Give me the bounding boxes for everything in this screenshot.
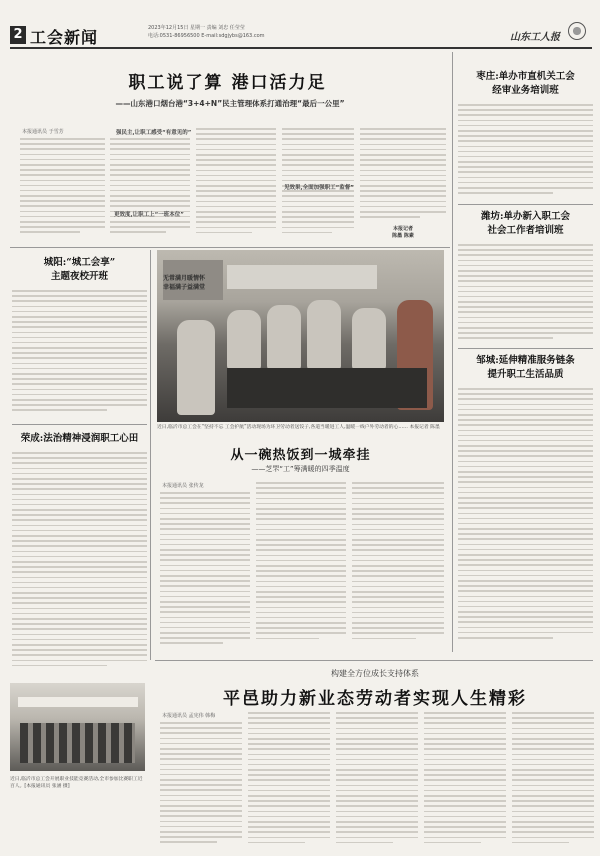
- section-name: 工会新闻: [30, 28, 99, 47]
- lead-subhead-2: 更效度,让职工上“一班本位”: [114, 212, 184, 218]
- column-divider: [150, 250, 151, 660]
- lead-title: 职工说了算 港口活力足: [128, 73, 327, 93]
- title-line: 潍坊:单办新入职工会: [480, 211, 570, 222]
- right-story-2-title: [458, 210, 593, 238]
- center-story-byline: 本报通讯员 张传龙: [162, 483, 204, 489]
- divider: [458, 348, 593, 349]
- left-story-2-body: [12, 452, 147, 674]
- title-line: 荣成:法治精神浸润职工心田: [20, 433, 139, 444]
- title-line: 提升职工生活品质: [487, 369, 564, 380]
- bottom-col-1: [160, 722, 242, 850]
- lead-subtitle: ——山东港口烟台港“3+4+N”民主管理体系打通治理“最后一公里”: [115, 99, 345, 108]
- bottom-col-3: [336, 712, 418, 850]
- right-story-2-body: [458, 244, 593, 344]
- photo-figure: [177, 320, 215, 415]
- lead-col-3: [196, 128, 276, 243]
- center-story-title: 从一碗热饭到一城牵挂: [230, 448, 371, 463]
- lead-credit-line2: 陈墨 陈素: [392, 233, 414, 239]
- photo-ceiling: [18, 697, 138, 707]
- bottom-story-title: 平邑助力新业态劳动者实现人生精彩: [223, 689, 527, 709]
- bottom-col-5: [512, 712, 594, 850]
- logo-seal-icon: [568, 22, 586, 40]
- caption-credit: 本报记者 陈墨: [409, 425, 440, 430]
- page-number: 2: [10, 26, 26, 44]
- photo-figure: [307, 300, 341, 370]
- lead-byline: 本报通讯员 于雪芳: [22, 129, 64, 135]
- center-story-subtitle: ——芝罘“工”筹满暖的四季温度: [251, 465, 350, 473]
- lead-col-1: [20, 138, 105, 243]
- center-col-1: [160, 492, 250, 652]
- photo-figure: [267, 305, 301, 370]
- divider: [155, 660, 593, 661]
- bottom-col-4: [424, 712, 506, 850]
- lead-credit: [360, 226, 446, 240]
- bottom-col-2: [248, 712, 330, 850]
- left-story-1-body: [12, 290, 147, 418]
- title-line: 社会工作者培训班: [487, 225, 564, 236]
- photo-crowd: [20, 723, 135, 763]
- left-story-1-title: [12, 256, 147, 284]
- photo-small-caption: 近日,临沂市总工会开展职业技能竞赛活动,全市参加比赛职工近百人。[本报通讯员 张涵 摄]: [10, 777, 143, 789]
- title-line: 经审业务培训班: [492, 85, 559, 96]
- caption-text: 近日,临沂市总工会在“坚持不忘 工会护航”活动现场为环卫劳动者送饺子,各道当暖进工人,温暖一线户外劳动者的心……: [157, 425, 408, 430]
- photo-figure: [352, 308, 386, 370]
- header-meta-line1: 2023年12月15日 星期一 责编 刘忠 任莹莹: [148, 25, 245, 31]
- title-line: 主题夜校开班: [50, 271, 108, 282]
- photo-big-caption: [157, 424, 444, 439]
- divider: [10, 247, 450, 248]
- right-story-1-title: [458, 70, 593, 98]
- header-meta-line2: 电话:0531-86956500 E-mail:sdgjybs@163.com: [148, 33, 265, 39]
- title-line: 城阳:“城工会享”: [43, 257, 116, 268]
- lead-col-2: [110, 138, 190, 243]
- title-line: 邹城:延伸精准服务链条: [476, 355, 575, 366]
- news-photo-competition: [10, 683, 145, 771]
- photo-wall: [227, 265, 377, 289]
- photo-banner-text: 无常满月暖情怀 幸福满子益满堂: [163, 275, 206, 291]
- bottom-story-byline: 本报通讯员 孟宪伟 韩梅: [162, 713, 216, 719]
- lead-subhead-3: 见效果,全面加强职工“监督”: [284, 185, 354, 191]
- header-meta: [148, 24, 265, 40]
- divider: [12, 424, 147, 425]
- title-line: 枣庄:单办市直机关工会: [476, 71, 575, 82]
- column-divider: [452, 52, 453, 652]
- left-story-2-title: [12, 432, 147, 446]
- lead-col-5: [360, 128, 446, 223]
- right-story-3-title: [458, 354, 593, 382]
- center-col-3: [352, 482, 444, 652]
- lead-subhead-1: 强民主,让职工感受“有意见的”: [116, 130, 192, 136]
- masthead: [0, 0, 600, 47]
- divider: [458, 204, 593, 205]
- photo-figure: [227, 310, 261, 370]
- paper-name: 山东工人报: [510, 32, 560, 43]
- photo-table: [227, 368, 427, 408]
- center-col-2: [256, 482, 346, 652]
- right-story-3-body: [458, 388, 593, 650]
- news-photo-dumplings: [157, 250, 444, 422]
- bottom-story-kicker: 构建全方位成长支持体系: [331, 669, 419, 678]
- header-rule: [10, 47, 592, 49]
- right-story-1-body: [458, 104, 593, 199]
- lead-credit-line1: 本报记者: [392, 226, 413, 232]
